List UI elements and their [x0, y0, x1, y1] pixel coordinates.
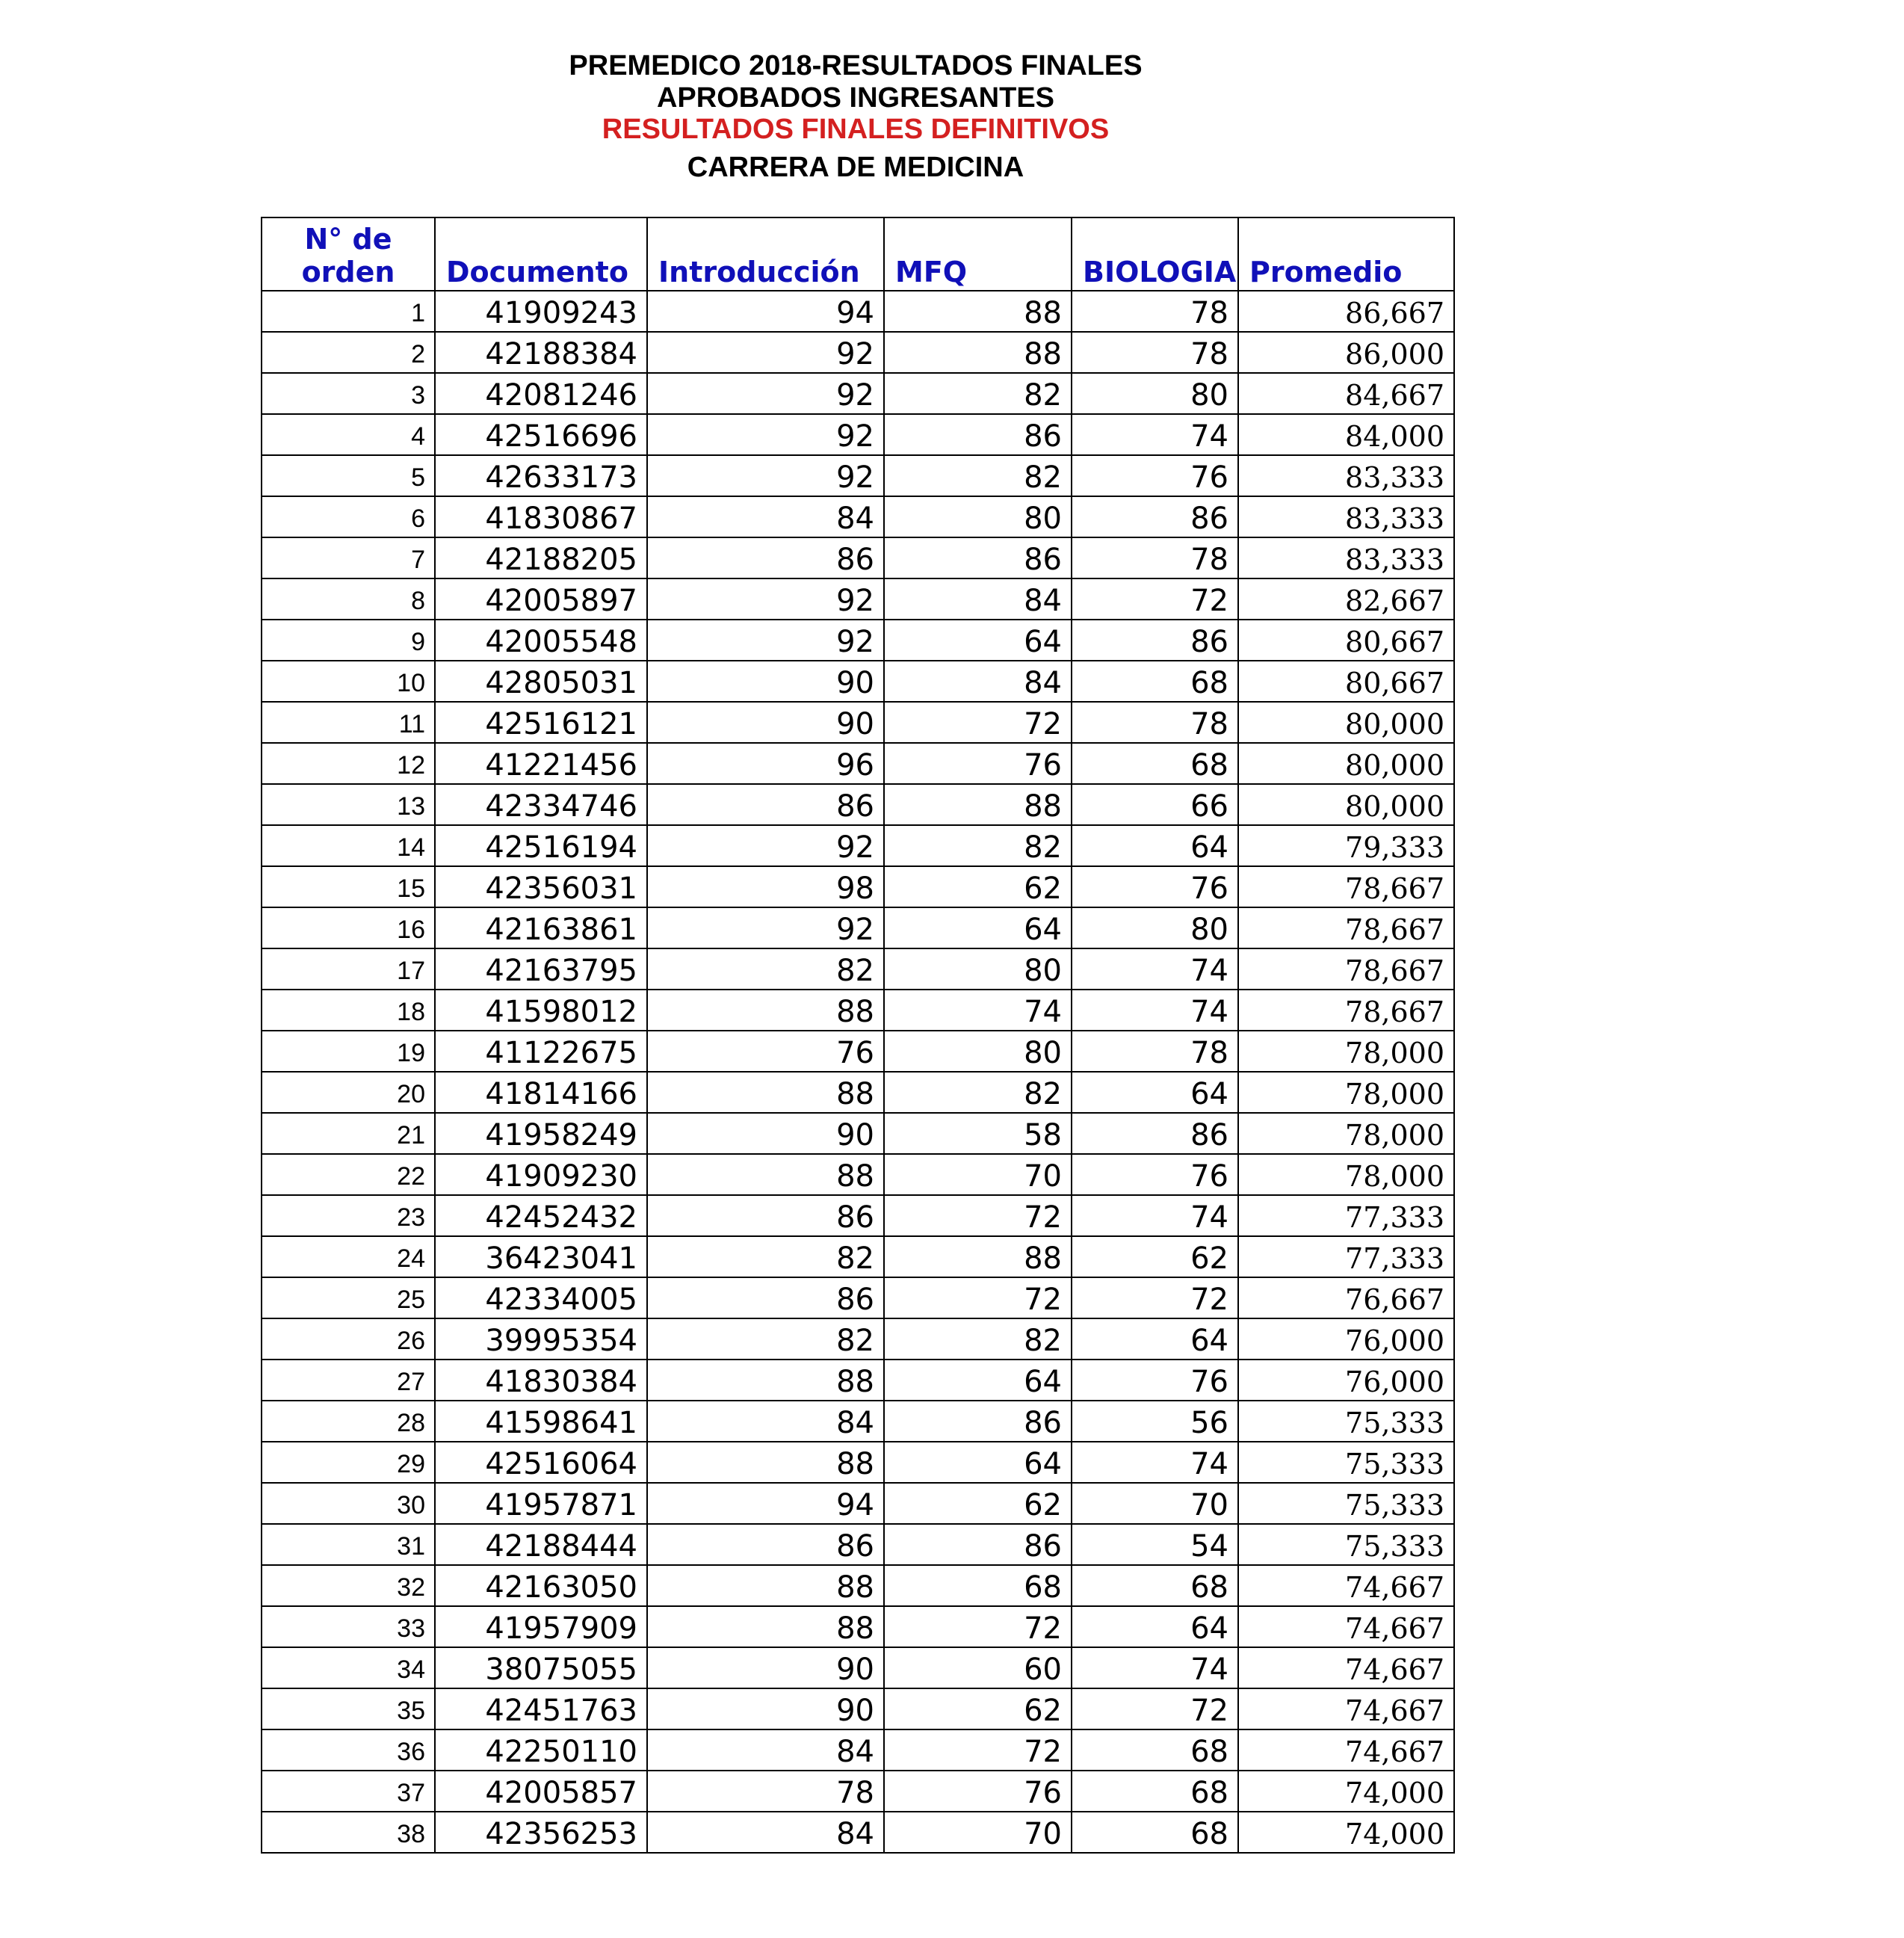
cell-order: 20 [262, 1072, 435, 1113]
table-row [262, 578, 1454, 620]
cell-order: 8 [262, 578, 435, 620]
cell-mfq: 82 [884, 825, 1072, 866]
table-row [262, 1565, 1454, 1606]
table-row [262, 1401, 1454, 1442]
cell-introduccion: 82 [647, 1236, 884, 1277]
cell-promedio: 74,667 [1238, 1565, 1454, 1606]
table-row [262, 1154, 1454, 1195]
cell-mfq: 88 [884, 291, 1072, 332]
cell-documento: 42188205 [435, 537, 647, 578]
cell-order: 1 [262, 291, 435, 332]
cell-promedio: 84,667 [1238, 373, 1454, 414]
cell-introduccion: 88 [647, 1565, 884, 1606]
cell-mfq: 70 [884, 1154, 1072, 1195]
cell-documento: 42805031 [435, 661, 647, 702]
cell-documento: 42633173 [435, 455, 647, 496]
cell-biologia: 72 [1072, 1688, 1238, 1729]
cell-mfq: 82 [884, 373, 1072, 414]
cell-mfq: 76 [884, 743, 1072, 784]
cell-promedio: 76,667 [1238, 1277, 1454, 1318]
cell-introduccion: 76 [647, 1031, 884, 1072]
cell-documento: 42334746 [435, 784, 647, 825]
table-row [262, 455, 1454, 496]
cell-introduccion: 78 [647, 1771, 884, 1812]
cell-order: 28 [262, 1401, 435, 1442]
cell-documento: 41830384 [435, 1360, 647, 1401]
cell-promedio: 75,333 [1238, 1524, 1454, 1565]
cell-promedio: 83,333 [1238, 496, 1454, 537]
cell-promedio: 84,000 [1238, 414, 1454, 455]
cell-introduccion: 98 [647, 866, 884, 907]
cell-mfq: 86 [884, 537, 1072, 578]
cell-biologia: 86 [1072, 496, 1238, 537]
cell-introduccion: 84 [647, 1729, 884, 1771]
cell-introduccion: 82 [647, 1318, 884, 1360]
table-row [262, 1771, 1454, 1812]
cell-mfq: 64 [884, 907, 1072, 948]
table-row [262, 1031, 1454, 1072]
cell-documento: 42516194 [435, 825, 647, 866]
cell-order: 35 [262, 1688, 435, 1729]
cell-biologia: 70 [1072, 1483, 1238, 1524]
cell-documento: 42516064 [435, 1442, 647, 1483]
cell-mfq: 68 [884, 1565, 1072, 1606]
table-row [262, 496, 1454, 537]
cell-mfq: 62 [884, 1483, 1072, 1524]
cell-order: 15 [262, 866, 435, 907]
cell-introduccion: 84 [647, 496, 884, 537]
cell-mfq: 72 [884, 1277, 1072, 1318]
cell-introduccion: 96 [647, 743, 884, 784]
table-row [262, 1360, 1454, 1401]
cell-biologia: 72 [1072, 1277, 1238, 1318]
cell-promedio: 76,000 [1238, 1360, 1454, 1401]
cell-promedio: 80,000 [1238, 702, 1454, 743]
cell-biologia: 78 [1072, 291, 1238, 332]
cell-introduccion: 90 [647, 661, 884, 702]
cell-documento: 42452432 [435, 1195, 647, 1236]
cell-promedio: 74,667 [1238, 1647, 1454, 1688]
cell-documento: 42005548 [435, 620, 647, 661]
column-header-introduccion: Introducción [647, 217, 884, 291]
table-row [262, 1113, 1454, 1154]
table-row [262, 1729, 1454, 1771]
cell-biologia: 78 [1072, 537, 1238, 578]
cell-mfq: 84 [884, 578, 1072, 620]
cell-promedio: 74,000 [1238, 1771, 1454, 1812]
cell-documento: 42188384 [435, 332, 647, 373]
cell-biologia: 68 [1072, 1565, 1238, 1606]
cell-biologia: 64 [1072, 1318, 1238, 1360]
cell-documento: 42188444 [435, 1524, 647, 1565]
cell-mfq: 62 [884, 1688, 1072, 1729]
cell-promedio: 74,667 [1238, 1688, 1454, 1729]
cell-introduccion: 90 [647, 702, 884, 743]
cell-biologia: 76 [1072, 1154, 1238, 1195]
cell-mfq: 80 [884, 1031, 1072, 1072]
cell-order: 37 [262, 1771, 435, 1812]
cell-mfq: 64 [884, 1360, 1072, 1401]
cell-introduccion: 94 [647, 291, 884, 332]
cell-mfq: 82 [884, 1318, 1072, 1360]
cell-promedio: 82,667 [1238, 578, 1454, 620]
cell-order: 14 [262, 825, 435, 866]
results-table-body [262, 291, 1454, 1853]
cell-introduccion: 92 [647, 455, 884, 496]
cell-biologia: 64 [1072, 1072, 1238, 1113]
cell-biologia: 74 [1072, 1442, 1238, 1483]
cell-biologia: 66 [1072, 784, 1238, 825]
cell-mfq: 72 [884, 702, 1072, 743]
column-header-promedio: Promedio [1238, 217, 1454, 291]
cell-mfq: 76 [884, 1771, 1072, 1812]
cell-promedio: 77,333 [1238, 1236, 1454, 1277]
cell-order: 17 [262, 948, 435, 990]
table-row [262, 1524, 1454, 1565]
cell-mfq: 86 [884, 1401, 1072, 1442]
table-row [262, 784, 1454, 825]
cell-order: 11 [262, 702, 435, 743]
cell-biologia: 72 [1072, 578, 1238, 620]
cell-documento: 41221456 [435, 743, 647, 784]
cell-promedio: 78,667 [1238, 990, 1454, 1031]
table-row [262, 1277, 1454, 1318]
cell-biologia: 74 [1072, 948, 1238, 990]
cell-order: 18 [262, 990, 435, 1031]
cell-documento: 41909243 [435, 291, 647, 332]
cell-biologia: 80 [1072, 907, 1238, 948]
cell-order: 32 [262, 1565, 435, 1606]
cell-biologia: 74 [1072, 1195, 1238, 1236]
table-row [262, 1647, 1454, 1688]
cell-biologia: 76 [1072, 866, 1238, 907]
cell-order: 4 [262, 414, 435, 455]
cell-biologia: 56 [1072, 1401, 1238, 1442]
table-row [262, 1195, 1454, 1236]
cell-introduccion: 90 [647, 1688, 884, 1729]
cell-order: 24 [262, 1236, 435, 1277]
cell-promedio: 76,000 [1238, 1318, 1454, 1360]
cell-biologia: 74 [1072, 990, 1238, 1031]
career-title: CARRERA DE MEDICINA [687, 152, 1024, 183]
cell-promedio: 75,333 [1238, 1401, 1454, 1442]
cell-biologia: 80 [1072, 373, 1238, 414]
cell-mfq: 72 [884, 1729, 1072, 1771]
cell-documento: 38075055 [435, 1647, 647, 1688]
cell-order: 10 [262, 661, 435, 702]
cell-introduccion: 94 [647, 1483, 884, 1524]
cell-introduccion: 88 [647, 1606, 884, 1647]
cell-order: 26 [262, 1318, 435, 1360]
cell-promedio: 74,667 [1238, 1729, 1454, 1771]
cell-introduccion: 92 [647, 578, 884, 620]
cell-order: 38 [262, 1812, 435, 1853]
cell-order: 31 [262, 1524, 435, 1565]
cell-biologia: 76 [1072, 455, 1238, 496]
cell-mfq: 70 [884, 1812, 1072, 1853]
table-row [262, 1318, 1454, 1360]
column-header-biologia: BIOLOGIA [1072, 217, 1238, 291]
table-row [262, 743, 1454, 784]
cell-introduccion: 84 [647, 1401, 884, 1442]
cell-documento: 39995354 [435, 1318, 647, 1360]
cell-biologia: 54 [1072, 1524, 1238, 1565]
cell-introduccion: 86 [647, 1277, 884, 1318]
cell-biologia: 86 [1072, 620, 1238, 661]
cell-order: 16 [262, 907, 435, 948]
table-header-row [262, 217, 1454, 291]
cell-promedio: 75,333 [1238, 1442, 1454, 1483]
cell-introduccion: 86 [647, 784, 884, 825]
cell-promedio: 78,000 [1238, 1031, 1454, 1072]
cell-documento: 42250110 [435, 1729, 647, 1771]
table-row [262, 825, 1454, 866]
cell-introduccion: 90 [647, 1647, 884, 1688]
results-status-title: RESULTADOS FINALES DEFINITIVOS [602, 114, 1110, 145]
cell-introduccion: 84 [647, 1812, 884, 1853]
table-row [262, 537, 1454, 578]
cell-documento: 41958249 [435, 1113, 647, 1154]
cell-order: 34 [262, 1647, 435, 1688]
document-title: PREMEDICO 2018-RESULTADOS FINALES [569, 50, 1143, 81]
table-row [262, 620, 1454, 661]
cell-order: 3 [262, 373, 435, 414]
cell-introduccion: 86 [647, 1195, 884, 1236]
cell-biologia: 76 [1072, 1360, 1238, 1401]
cell-mfq: 88 [884, 332, 1072, 373]
cell-documento: 42163050 [435, 1565, 647, 1606]
table-row [262, 990, 1454, 1031]
cell-introduccion: 92 [647, 332, 884, 373]
results-table [261, 217, 1455, 1854]
table-row [262, 1236, 1454, 1277]
table-row [262, 866, 1454, 907]
cell-order: 6 [262, 496, 435, 537]
cell-documento: 41957871 [435, 1483, 647, 1524]
column-header-documento: Documento [435, 217, 647, 291]
cell-promedio: 80,000 [1238, 784, 1454, 825]
cell-documento: 41957909 [435, 1606, 647, 1647]
cell-biologia: 68 [1072, 1812, 1238, 1853]
cell-biologia: 68 [1072, 661, 1238, 702]
table-row [262, 948, 1454, 990]
table-row [262, 1606, 1454, 1647]
cell-mfq: 64 [884, 1442, 1072, 1483]
cell-promedio: 77,333 [1238, 1195, 1454, 1236]
cell-order: 7 [262, 537, 435, 578]
cell-order: 5 [262, 455, 435, 496]
table-row [262, 661, 1454, 702]
cell-introduccion: 92 [647, 414, 884, 455]
cell-order: 25 [262, 1277, 435, 1318]
cell-documento: 42356253 [435, 1812, 647, 1853]
cell-documento: 42334005 [435, 1277, 647, 1318]
table-row [262, 414, 1454, 455]
cell-mfq: 74 [884, 990, 1072, 1031]
column-header-order: N° de orden [262, 217, 435, 291]
cell-biologia: 68 [1072, 743, 1238, 784]
cell-documento: 42356031 [435, 866, 647, 907]
cell-biologia: 68 [1072, 1771, 1238, 1812]
table-row [262, 1688, 1454, 1729]
table-row [262, 332, 1454, 373]
cell-documento: 42516696 [435, 414, 647, 455]
cell-promedio: 83,333 [1238, 455, 1454, 496]
cell-biologia: 74 [1072, 414, 1238, 455]
cell-introduccion: 88 [647, 1442, 884, 1483]
cell-mfq: 84 [884, 661, 1072, 702]
cell-mfq: 64 [884, 620, 1072, 661]
table-row [262, 1812, 1454, 1853]
cell-order: 33 [262, 1606, 435, 1647]
cell-mfq: 80 [884, 496, 1072, 537]
cell-order: 36 [262, 1729, 435, 1771]
cell-promedio: 78,000 [1238, 1113, 1454, 1154]
cell-mfq: 72 [884, 1195, 1072, 1236]
cell-mfq: 86 [884, 414, 1072, 455]
cell-mfq: 60 [884, 1647, 1072, 1688]
table-row [262, 1442, 1454, 1483]
cell-documento: 41909230 [435, 1154, 647, 1195]
cell-biologia: 78 [1072, 1031, 1238, 1072]
cell-introduccion: 90 [647, 1113, 884, 1154]
cell-biologia: 62 [1072, 1236, 1238, 1277]
cell-order: 2 [262, 332, 435, 373]
cell-biologia: 78 [1072, 332, 1238, 373]
cell-mfq: 82 [884, 1072, 1072, 1113]
cell-promedio: 80,667 [1238, 620, 1454, 661]
cell-promedio: 74,000 [1238, 1812, 1454, 1853]
cell-biologia: 78 [1072, 702, 1238, 743]
cell-mfq: 58 [884, 1113, 1072, 1154]
table-row [262, 702, 1454, 743]
cell-mfq: 88 [884, 1236, 1072, 1277]
cell-promedio: 78,000 [1238, 1154, 1454, 1195]
cell-biologia: 74 [1072, 1647, 1238, 1688]
cell-documento: 42005857 [435, 1771, 647, 1812]
cell-documento: 36423041 [435, 1236, 647, 1277]
table-row [262, 907, 1454, 948]
cell-promedio: 75,333 [1238, 1483, 1454, 1524]
cell-documento: 42516121 [435, 702, 647, 743]
cell-introduccion: 88 [647, 1072, 884, 1113]
table-row [262, 373, 1454, 414]
cell-promedio: 86,000 [1238, 332, 1454, 373]
cell-promedio: 78,000 [1238, 1072, 1454, 1113]
cell-order: 30 [262, 1483, 435, 1524]
cell-order: 29 [262, 1442, 435, 1483]
cell-promedio: 78,667 [1238, 948, 1454, 990]
cell-order: 22 [262, 1154, 435, 1195]
cell-introduccion: 86 [647, 1524, 884, 1565]
table-row [262, 1072, 1454, 1113]
cell-mfq: 62 [884, 866, 1072, 907]
cell-documento: 41830867 [435, 496, 647, 537]
cell-documento: 42451763 [435, 1688, 647, 1729]
cell-promedio: 78,667 [1238, 907, 1454, 948]
cell-introduccion: 92 [647, 825, 884, 866]
cell-biologia: 86 [1072, 1113, 1238, 1154]
table-row [262, 1483, 1454, 1524]
cell-documento: 41598012 [435, 990, 647, 1031]
cell-introduccion: 92 [647, 373, 884, 414]
cell-order: 23 [262, 1195, 435, 1236]
cell-documento: 41598641 [435, 1401, 647, 1442]
cell-introduccion: 82 [647, 948, 884, 990]
cell-promedio: 86,667 [1238, 291, 1454, 332]
cell-order: 27 [262, 1360, 435, 1401]
document-subtitle: APROBADOS INGRESANTES [656, 82, 1055, 114]
cell-documento: 42163861 [435, 907, 647, 948]
cell-documento: 42163795 [435, 948, 647, 990]
cell-promedio: 74,667 [1238, 1606, 1454, 1647]
cell-documento: 41122675 [435, 1031, 647, 1072]
cell-introduccion: 92 [647, 907, 884, 948]
cell-mfq: 86 [884, 1524, 1072, 1565]
cell-promedio: 83,333 [1238, 537, 1454, 578]
cell-mfq: 88 [884, 784, 1072, 825]
cell-introduccion: 92 [647, 620, 884, 661]
cell-order: 9 [262, 620, 435, 661]
cell-introduccion: 86 [647, 537, 884, 578]
cell-promedio: 79,333 [1238, 825, 1454, 866]
cell-biologia: 64 [1072, 1606, 1238, 1647]
cell-order: 13 [262, 784, 435, 825]
cell-biologia: 64 [1072, 825, 1238, 866]
column-header-mfq: MFQ [884, 217, 1072, 291]
cell-order: 19 [262, 1031, 435, 1072]
cell-order: 21 [262, 1113, 435, 1154]
cell-introduccion: 88 [647, 1360, 884, 1401]
cell-introduccion: 88 [647, 990, 884, 1031]
cell-order: 12 [262, 743, 435, 784]
cell-biologia: 68 [1072, 1729, 1238, 1771]
cell-documento: 42005897 [435, 578, 647, 620]
cell-mfq: 72 [884, 1606, 1072, 1647]
cell-promedio: 78,667 [1238, 866, 1454, 907]
cell-mfq: 80 [884, 948, 1072, 990]
cell-promedio: 80,667 [1238, 661, 1454, 702]
cell-promedio: 80,000 [1238, 743, 1454, 784]
cell-documento: 41814166 [435, 1072, 647, 1113]
table-row [262, 291, 1454, 332]
cell-documento: 42081246 [435, 373, 647, 414]
cell-introduccion: 88 [647, 1154, 884, 1195]
cell-mfq: 82 [884, 455, 1072, 496]
